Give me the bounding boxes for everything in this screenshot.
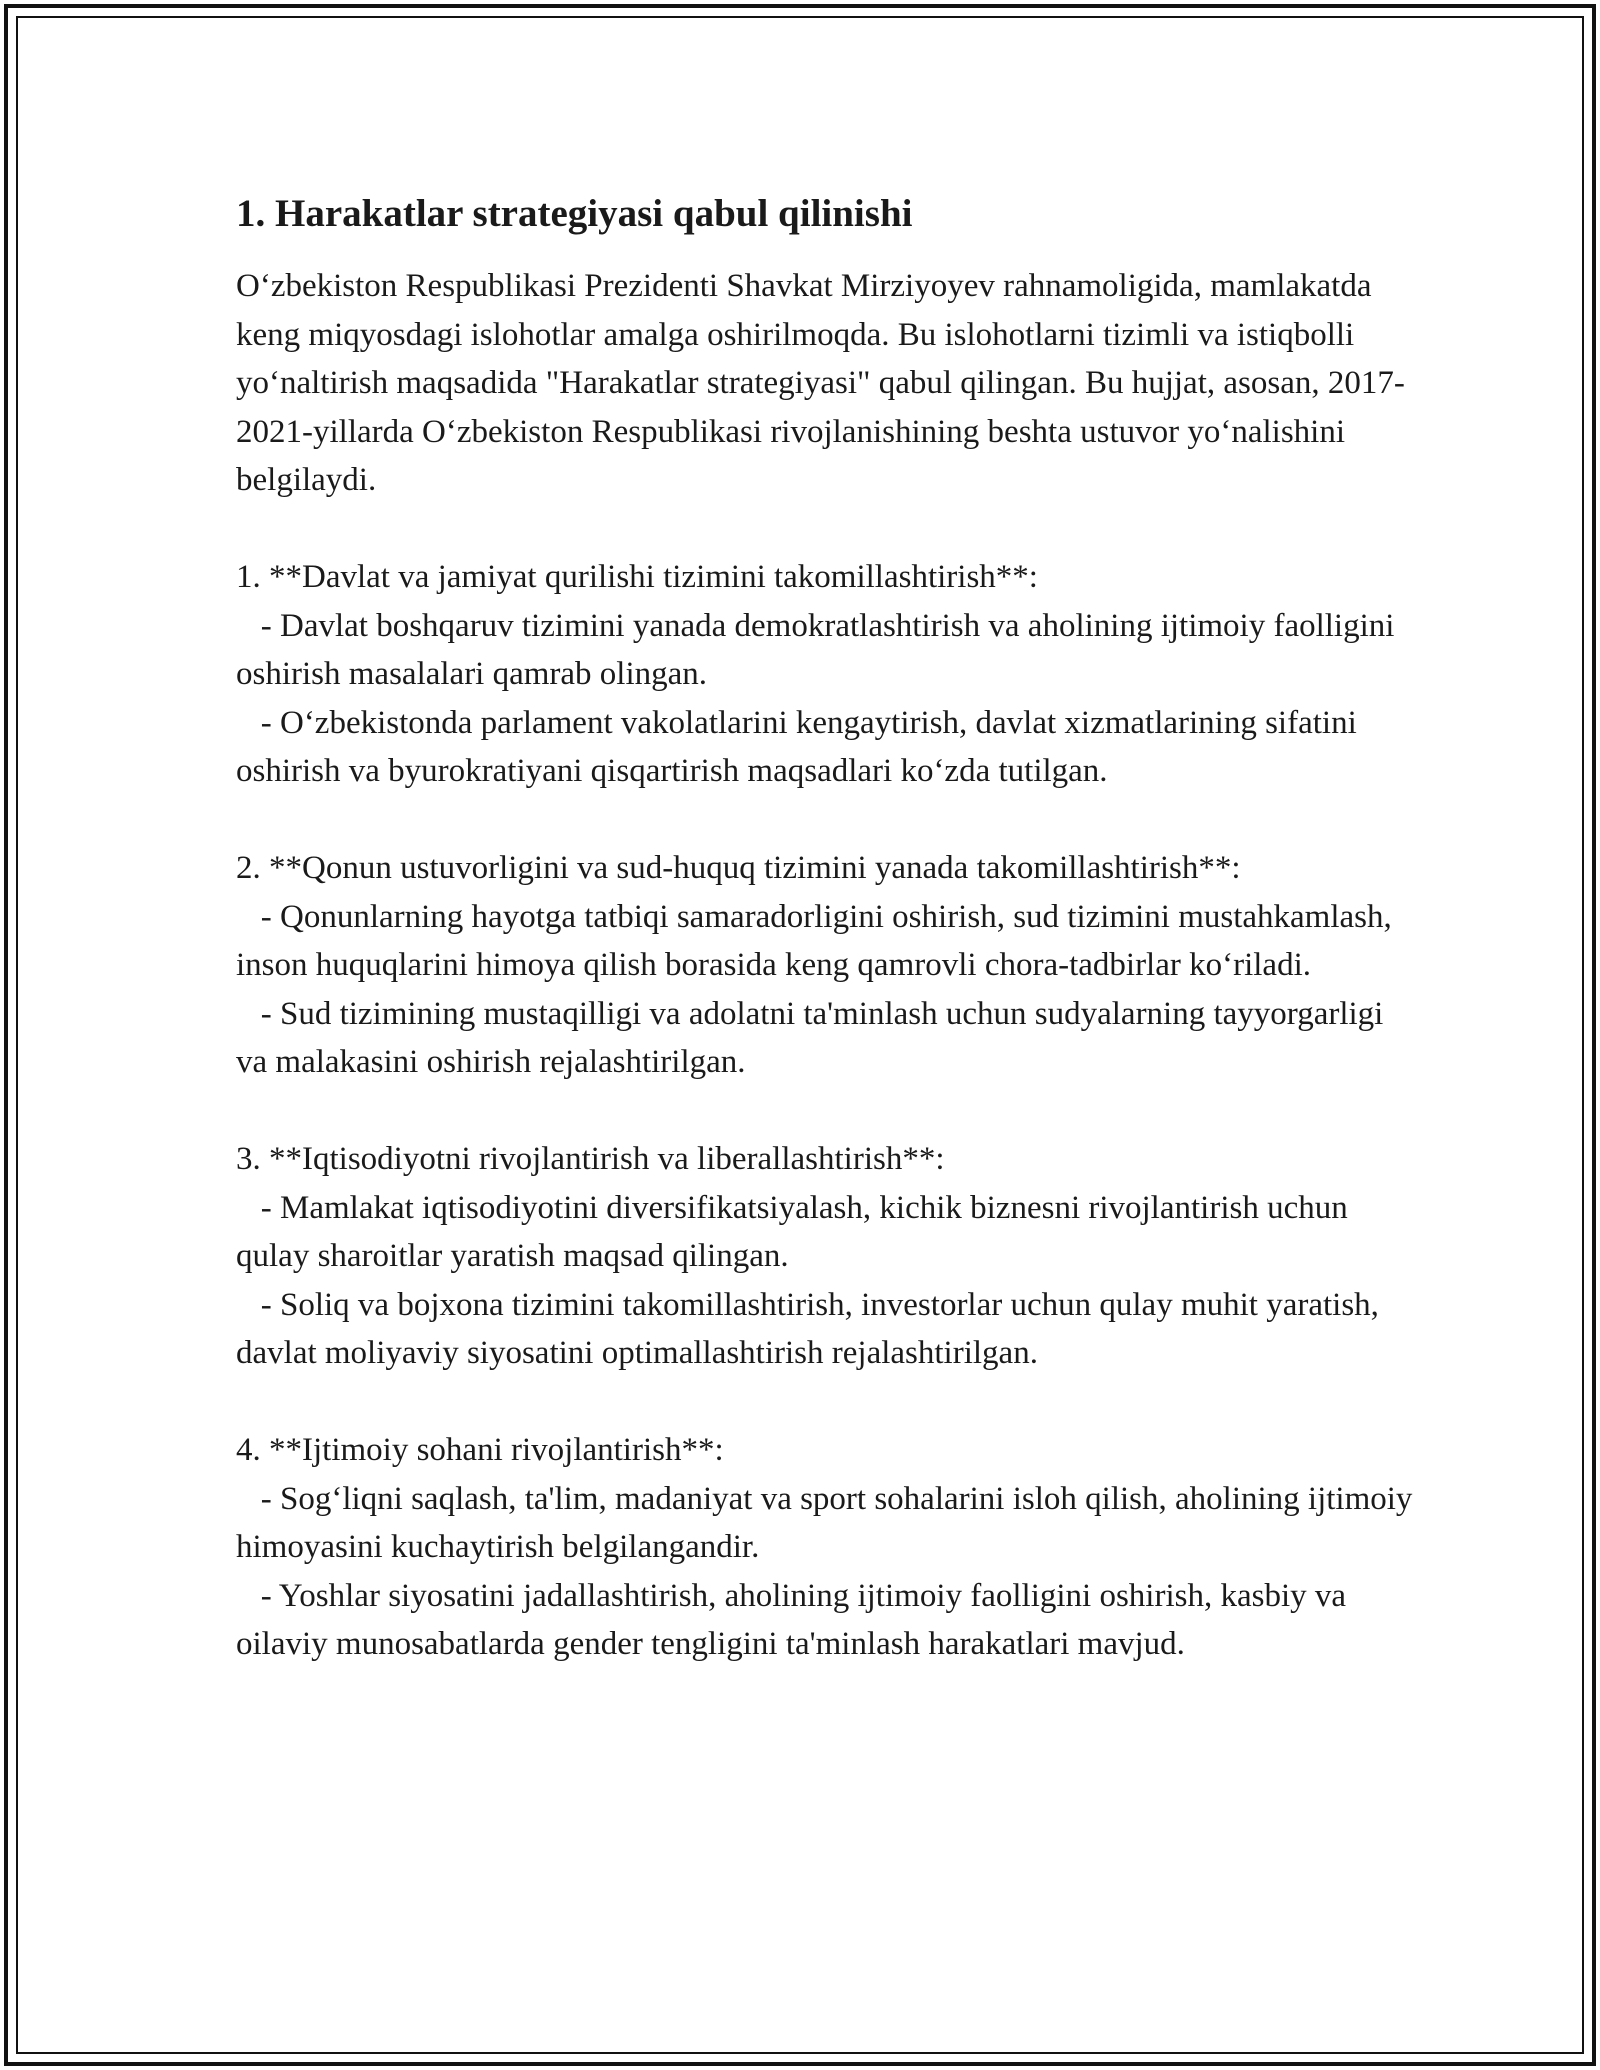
document-title: 1. Harakatlar strategiyasi qabul qilinishi <box>236 192 913 235</box>
document-content <box>236 188 1416 1669</box>
document-body: O‘zbekiston Respublikasi Prezidenti Shavkat Mirziyoyev rahnamoligida, mamlakatda keng miqyosdagi islohotlar amalga oshirilmoqda. Bu islohotlarni tizimli va istiqbolli yo‘naltirish maqsadida "Harakatlar strategiyasi" qabul qilingan. Bu hujjat, asosan, 2017-2021-yillarda O‘zbekiston Respublikasi rivojlanishining beshta ustuvor yo‘nalishini belgilaydi. 1. **Davlat va jamiyat qurilishi tizimini takomillashtirish**: - Davlat boshqaruv tizimini yanada demokratlashtirish va aholining ijtimoiy faolligini oshirish masalalari qamrab olingan. - O‘zbekistonda parlament vakolatlarini kengaytirish, davlat xizmatlarining sifatini oshirish va byurokratiyani qisqartirish maqsadlari ko‘zda tutilgan. 2. **Qonun ustuvorligini va sud-huquq tizimini yanada takomillashtirish**: - Qonunlarning hayotga tatbiqi samaradorligini oshirish, sud tizimini mustahkamlash, inson huquqlarini himoya qilish borasida keng qamrovli chora-tadbirlar ko‘riladi. - Sud tizimining mustaqilligi va adolatni ta'minlash uchun sudyalarning tayyorgarligi va malakasini oshirish rejalashtirilgan. 3. **Iqtisodiyotni rivojlantirish va liberallashtirish**: - Mamlakat iqtisodiyotini diversifikatsiyalash, kichik biznesni rivojlantirish uchun qulay sharoitlar yaratish maqsad qilingan. - Soliq va bojxona tizimini takomillashtirish, investorlar uchun qulay muhit yaratish, davlat moliyaviy siyosatini optimallashtirish rejalashtirilgan. 4. **Ijtimoiy sohani rivojlantirish**: - Sog‘liqni saqlash, ta'lim, madaniyat va sport sohalarini isloh qilish, aholining ijtimoiy himoyasini kuchaytirish belgilangandir. - Yoshlar siyosatini jadallashtirish, aholining ijtimoiy faolligini oshirish, kasbiy va oilaviy munosabatlarda gender tengligini ta'minlash harakatlari mavjud. <box>236 268 1413 1662</box>
